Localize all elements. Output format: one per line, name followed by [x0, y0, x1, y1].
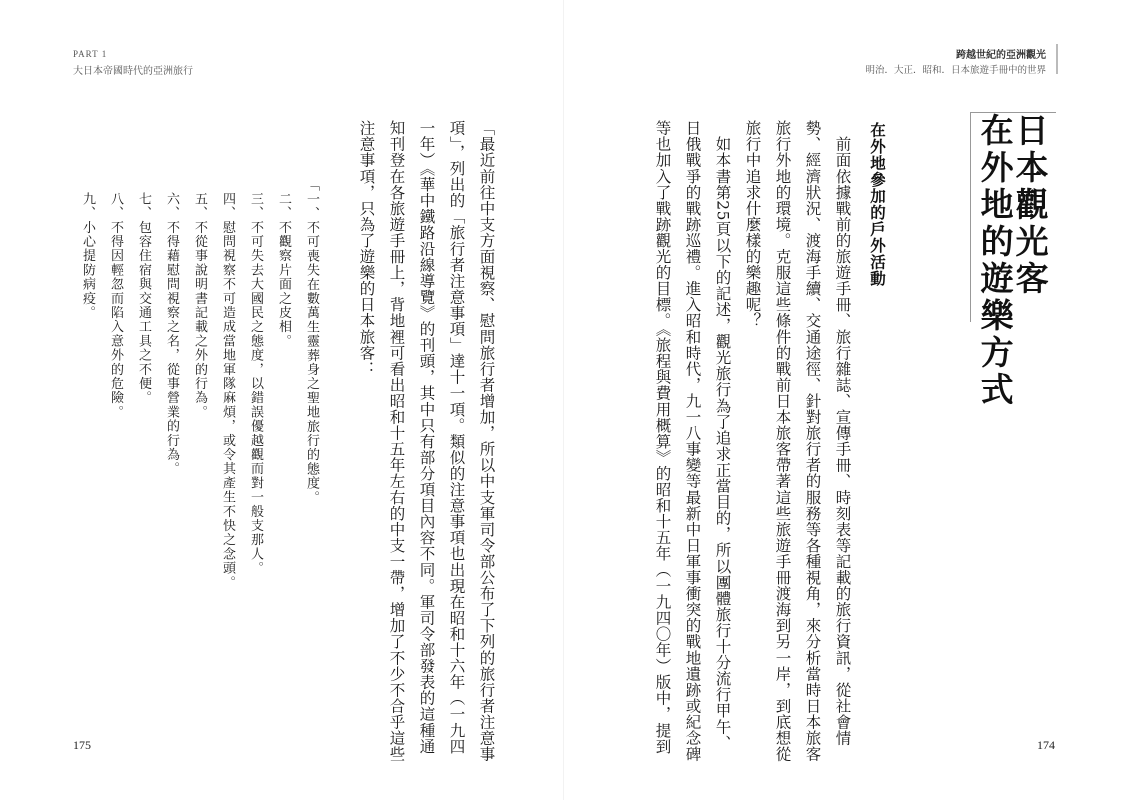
running-head-book-title: 跨越世紀的亞洲觀光: [956, 50, 1046, 61]
quote-item: 九、小心提防病疫。: [80, 192, 95, 320]
body-line: 日俄戰爭的戰跡巡禮。進入昭和時代，九一八事變等最新中日軍事衝突的戰地遺跡或紀念碑: [683, 120, 702, 762]
body-line: 等也加入了戰跡觀光的目標。《旅程與費用概算》的昭和十五年（一九四〇年）版中，提到: [653, 120, 672, 755]
running-head-section: 大日本帝國時代的亞洲旅行: [73, 66, 193, 77]
body-line: 注意事項，只為了遊樂的日本旅客：: [357, 120, 376, 377]
running-head-subtitle: 明治．大正．昭和．日本旅遊手冊中的世界: [865, 65, 1046, 76]
quote-item: 八、不得因輕忽而陷入意外的危險。: [108, 192, 123, 420]
quote-item: 四、慰問視察不可造成當地軍隊麻煩，或令其產生不快之念頭。: [220, 192, 235, 590]
body-line: 「最近前往中支方面視察、慰問旅行者增加，所以中支軍司令部公布了下列的旅行者注意事: [477, 120, 496, 762]
quote-item: 六、不得藉慰問視察之名，從事營業的行為。: [164, 192, 179, 476]
quote-item: 五、不從事說明書記載之外的行為。: [192, 192, 207, 420]
body-line: 前面依據戰前的旅遊手冊、旅行雜誌、宣傳手冊、時刻表等記載的旅行資訊，從社會情: [833, 120, 852, 746]
body-line: 項」，列出的「旅行者注意事項」達十一項。類似的注意事項也出現在昭和十六年（一九四: [447, 120, 466, 755]
quote-item: 三、不可失去大國民之態度，以錯誤優越觀而對一般支那人。: [248, 192, 263, 576]
body-line: 勢、經濟狀況、渡海手續、交通途徑、針對旅行者的服務等各種視角，來分析當時日本旅客: [803, 120, 822, 762]
body-line: 一年）《華中鐵路沿線導覽》的刊頭，其中只有部分項目內容不同。軍司令部發表的這種通: [417, 120, 436, 755]
body-line: 如本書第25頁以下的記述，觀光旅行為了追求正當目的，所以團體旅行十分流行甲午、: [713, 120, 732, 751]
page-number-left: 175: [73, 738, 91, 752]
chapter-title-line-1: 日本觀光客: [1010, 113, 1050, 298]
running-head-part: PART 1: [73, 49, 108, 59]
quote-item: 「一、不可喪失在數萬生靈葬身之聖地旅行的態度。: [304, 178, 319, 505]
title-rule-side: [970, 112, 971, 322]
running-head-rule: [1056, 44, 1058, 74]
body-line: 旅行中追求什麼樣的樂趣呢？: [743, 120, 762, 329]
quote-item: 七、包容住宿與交通工具之不便。: [136, 192, 151, 405]
section-heading: 在外地參加的戶外活動: [868, 122, 886, 287]
body-line: 旅行外地的環境。克服這些條件的戰前日本旅客帶著這些旅遊手冊渡海到另一岸，到底想從: [773, 120, 792, 762]
quote-item: 二、不觀察片面之皮相。: [276, 192, 291, 349]
chapter-title-line-2: 在外地的遊樂方式: [975, 113, 1015, 409]
body-line: 知刊登在各旅遊手冊上，背地裡可看出昭和十五年左右的中支一帶，增加了不少不合乎這些: [387, 120, 406, 762]
page-number-right: 174: [1037, 738, 1055, 752]
